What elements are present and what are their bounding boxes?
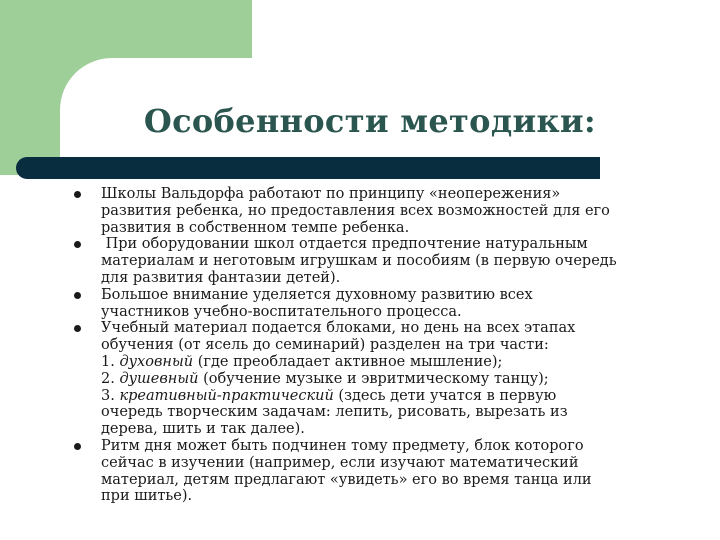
title-underline-bar (16, 157, 600, 179)
day-part-number: 1. (101, 353, 120, 370)
slide-title: Особенности методики: (143, 102, 597, 140)
day-part-name: душевный (119, 370, 199, 387)
day-part-desc: (где преобладает активное мышление); (193, 353, 503, 370)
bullet-text-line: развития ребенка, но предоставления всех возможностей для его (101, 202, 610, 219)
day-part-line (101, 354, 672, 371)
day-part-number: 2. (101, 370, 120, 387)
bullet-text-line: развития в собственном темпе ребенка. (101, 219, 410, 236)
day-part-desc: (здесь дети учатся в первую (333, 387, 557, 404)
bullet-dot-icon (74, 191, 81, 198)
bullet-text-line: при шитье). (101, 488, 193, 505)
day-part-number: 3. (101, 387, 120, 404)
bullet-text-line: Большое внимание уделяется духовному развитию всех (101, 286, 533, 303)
day-part-desc: (обучение музыке и эвритмическому танцу); (198, 370, 549, 387)
bullet-list (72, 186, 672, 505)
bullet-item-day-structure (72, 320, 672, 438)
bullet-text-line: Ритм дня может быть подчинен тому предмету, блок которого (101, 437, 584, 454)
bullet-text-line: участников учебно-воспитательного процесса. (101, 303, 462, 320)
bullet-dot-icon (74, 443, 81, 450)
bullet-text-line: для развития фантазии детей). (101, 269, 341, 286)
bullet-text-line: При оборудовании школ отдается предпочтение натуральным (101, 236, 588, 253)
bullet-text-line: Учебный материал подается блоками, но день на всех этапах (101, 320, 576, 337)
bullet-item-spiritual-development (72, 287, 672, 321)
bullet-dot-icon (74, 292, 81, 299)
bullet-dot-icon (74, 325, 81, 332)
day-part-name: креативный-практический (119, 387, 334, 404)
bullet-text-line: обучения (от ясель до семинарий) разделен на три части: (101, 337, 549, 354)
bullet-text-line: сейчас в изучении (например, если изучают математический (101, 454, 579, 471)
bullet-item-natural-materials (72, 236, 672, 286)
bullet-item-waldorf-principle (72, 186, 672, 236)
bullet-dot-icon (74, 241, 81, 248)
bullet-text-line: очередь творческим задачам: лепить, рисовать, вырезать из (101, 404, 568, 421)
day-part-line (101, 371, 672, 388)
bullet-item-day-rhythm (72, 438, 672, 505)
day-part-name: духовный (119, 353, 194, 370)
bullet-text-line: материал, детям предлагают «увидеть» его во время танца или (101, 471, 592, 488)
bullet-text-line: материалам и неготовым игрушкам и пособиям (в первую очередь (101, 253, 617, 270)
bullet-text-line: Школы Вальдорфа работают по принципу «неопережения» (101, 186, 561, 202)
bullet-text-line: дерева, шить и так далее). (101, 421, 305, 438)
day-part-line (101, 388, 672, 405)
